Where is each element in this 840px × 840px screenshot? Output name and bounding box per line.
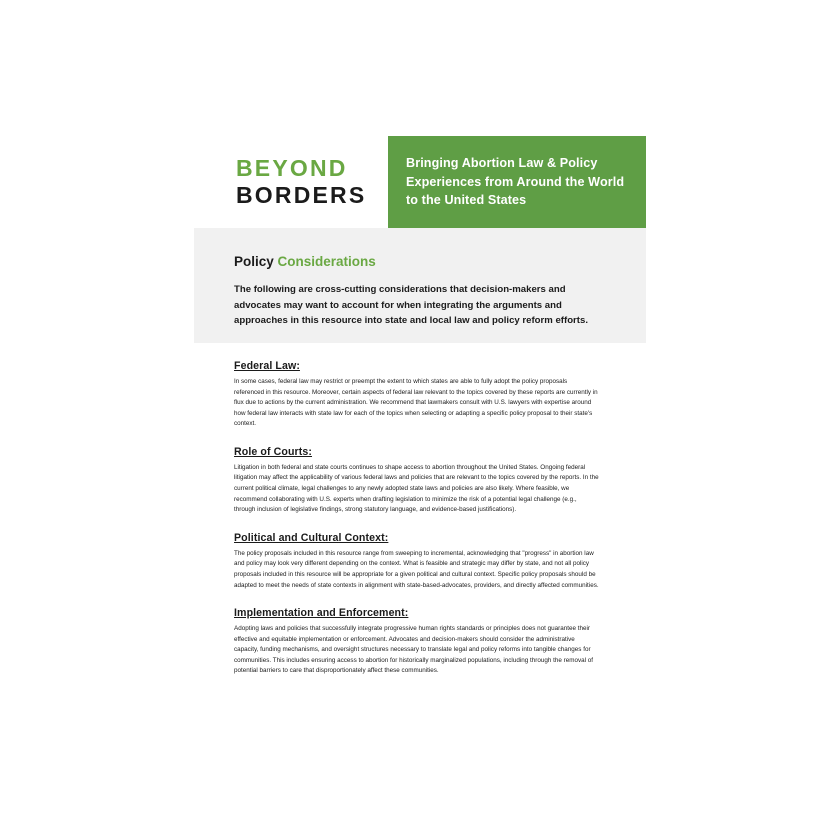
masthead [194, 136, 646, 228]
logo-line-borders: BORDERS [236, 182, 367, 208]
section-federal-law [234, 360, 599, 430]
intro-paragraph: The following are cross-cutting considerations that decision-makers and advocates may want to account for when integrating the arguments and approaches in this resource into state and local law and policy reform efforts. [234, 284, 588, 327]
section-body: In some cases, federal law may restrict or preempt the extent to which states are able to fully adopt the policy proposals referenced in this resource. Moreover, certain aspects of federal law relevant to the topics covered by these reports are currently in flux due to actions by the current administration. We recommend that lawmakers consult with U.S. lawyers with expertise around how federal law interacts with state law for each of the topics when selecting or adapting a specific policy proposal to their state's context. [234, 378, 598, 428]
section-heading: Implementation and Enforcement: [234, 607, 409, 620]
section-heading: Federal Law: [234, 360, 300, 372]
intro-band [194, 228, 646, 343]
logo-line-beyond: BEYOND [236, 154, 348, 181]
section-heading: Role of Courts: [234, 445, 313, 458]
section-heading: Political and Cultural Context: [234, 531, 389, 544]
section-political-and-cultural-context [234, 532, 599, 591]
banner-title: Bringing Abortion Law & Policy Experiences from Around the World to the United States [388, 136, 646, 228]
section-body: Adopting laws and policies that successfully integrate progressive human rights standards or principles does not guarantee their effective and equitable implementation or enforcement. Advocates and decision-makers should consider the administrative capacity, funding mechanisms, and oversight structures necessary to translate legal and policy reforms into tangible changes for communities. This includes ensuring access to abortion for historically marginalized populations, including through the removal of potential barriers to care that disproportionately affect these communities. [234, 625, 593, 675]
intro-title-main: Policy [234, 254, 278, 269]
sections-container [234, 360, 599, 677]
brand-logo [194, 136, 388, 228]
section-implementation-and-enforcement [234, 607, 599, 677]
section-body: Litigation in both federal and state courts continues to shape access to abortion throughout the United States. Ongoing federal litigation may affect the applicability of various federal laws and policies that are relevant to the topics covered by the reports. In the current political climate, legal challenges to any newly adopted state laws and policies are also likely. Where feasible, we recommend collaborating with U.S. experts when drafting legislation to minimize the risk of a potential legal challenge (e.g., through inclusion of legislative findings, strong statutory language, and evidence-based justifications). [234, 463, 599, 514]
intro-title [234, 254, 606, 269]
section-role-of-courts [234, 446, 599, 516]
intro-title-accent: Considerations [277, 254, 376, 269]
section-body: The policy proposals included in this resource range from sweeping to incremental, acknowledging that "progress" in abortion law and policy may look very different depending on the context. What is feasible and strategic may differ by state, and not all policy proposals included in this resource will be appropriate for a given political and cultural context. Specific policy proposals should be adapted to meet the needs of state contexts in alignment with state-based-advocates, providers, and directly affected communities. [234, 549, 599, 589]
